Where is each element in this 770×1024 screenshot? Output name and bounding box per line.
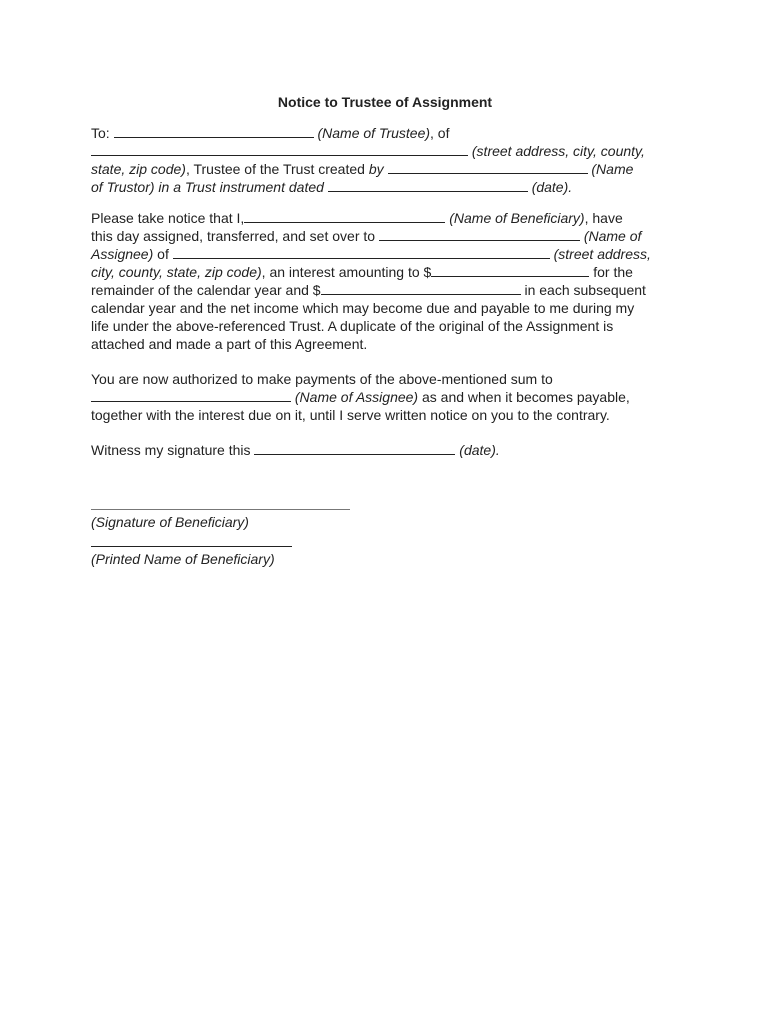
assignee-address-blank: [173, 246, 550, 259]
remainder-text: remainder of the calendar year and $: [91, 282, 321, 298]
name-of-label: (Name: [591, 161, 634, 177]
street-address-label-2: (street address,: [553, 246, 651, 262]
p3-line-1: [91, 370, 553, 388]
trustor-name-blank: [388, 161, 588, 174]
witness-date-blank: [254, 442, 455, 455]
as-and-when-text: as and when it becomes payable,: [421, 389, 630, 405]
by-text: by: [368, 161, 384, 177]
to-label: To:: [91, 125, 110, 141]
printed-name-line: [91, 546, 292, 547]
state-zip-label: state, zip code): [91, 161, 186, 177]
p2-line-6: [91, 299, 634, 317]
street-address-label: (street address, city, county,: [471, 143, 645, 159]
date-label: (date).: [531, 179, 573, 195]
subsequent-amount-blank: [321, 282, 521, 295]
interest-amount-blank: [431, 264, 589, 277]
of-text-2: of: [157, 246, 169, 262]
trustee-of-trust-text: , Trustee of the Trust created: [185, 161, 365, 177]
city-county-label: city, county, state, zip code): [91, 264, 262, 280]
for-the-text: for the: [593, 264, 633, 280]
p3-text-3: together with the interest due on it, until I serve written notice on you to the contrary.: [91, 407, 610, 423]
p4-line-1: [91, 441, 500, 459]
p1-line-4: [91, 178, 572, 196]
interest-amounting-text: , an interest amounting to $: [261, 264, 432, 280]
witness-date-label: (date).: [459, 442, 500, 458]
p2-line-3: [91, 245, 651, 263]
p2-line-2: [91, 227, 641, 245]
p2-line-4: [91, 263, 633, 281]
assigned-text: this day assigned, transferred, and set over to: [91, 228, 376, 244]
assignee-name-blank: [379, 228, 580, 241]
trustor-instrument-label: of Trustor) in a Trust instrument dated: [91, 179, 324, 195]
assignee-label: Assignee): [91, 246, 154, 262]
trustee-address-blank: [91, 143, 468, 156]
p2-line-1: [91, 209, 623, 227]
name-of-trustee-label: (Name of Trustee): [317, 125, 431, 141]
p3-text-1: You are now authorized to make payments of the above-mentioned sum to: [91, 371, 553, 387]
p2-text-7: life under the above-referenced Trust. A duplicate of the original of the Assignment is: [91, 318, 614, 334]
p1-line-3: [91, 160, 633, 178]
p2-text-8: attached and made a part of this Agreement.: [91, 336, 368, 352]
instrument-date-blank: [328, 179, 528, 192]
payment-assignee-blank: [91, 389, 291, 402]
have-text: , have: [584, 210, 623, 226]
trustee-name-blank: [114, 125, 314, 138]
name-of-beneficiary-label: (Name of Beneficiary): [449, 210, 585, 226]
p3-line-3: [91, 406, 610, 424]
please-take-notice-text: Please take notice that I,: [91, 210, 245, 226]
p2-text-6: calendar year and the net income which may become due and payable to me during my: [91, 300, 635, 316]
printed-name-label: (Printed Name of Beneficiary): [91, 551, 275, 567]
p3-line-2: [91, 388, 630, 406]
document-title: Notice to Trustee of Assignment: [277, 94, 493, 110]
name-of-assignee-label: (Name of Assignee): [294, 389, 419, 405]
p2-line-5: [91, 281, 646, 299]
beneficiary-name-blank: [244, 210, 445, 223]
in-each-subsequent-text: in each subsequent: [524, 282, 646, 298]
signature-label: (Signature of Beneficiary): [91, 514, 249, 530]
witness-text: Witness my signature this: [91, 442, 251, 458]
p1-line-1: [91, 124, 449, 142]
of-text: , of: [430, 125, 450, 141]
p1-line-2: [91, 142, 645, 160]
signature-line: [91, 509, 350, 510]
name-of-label-2: (Name of: [583, 228, 642, 244]
p2-line-8: [91, 335, 367, 353]
p2-line-7: [91, 317, 613, 335]
